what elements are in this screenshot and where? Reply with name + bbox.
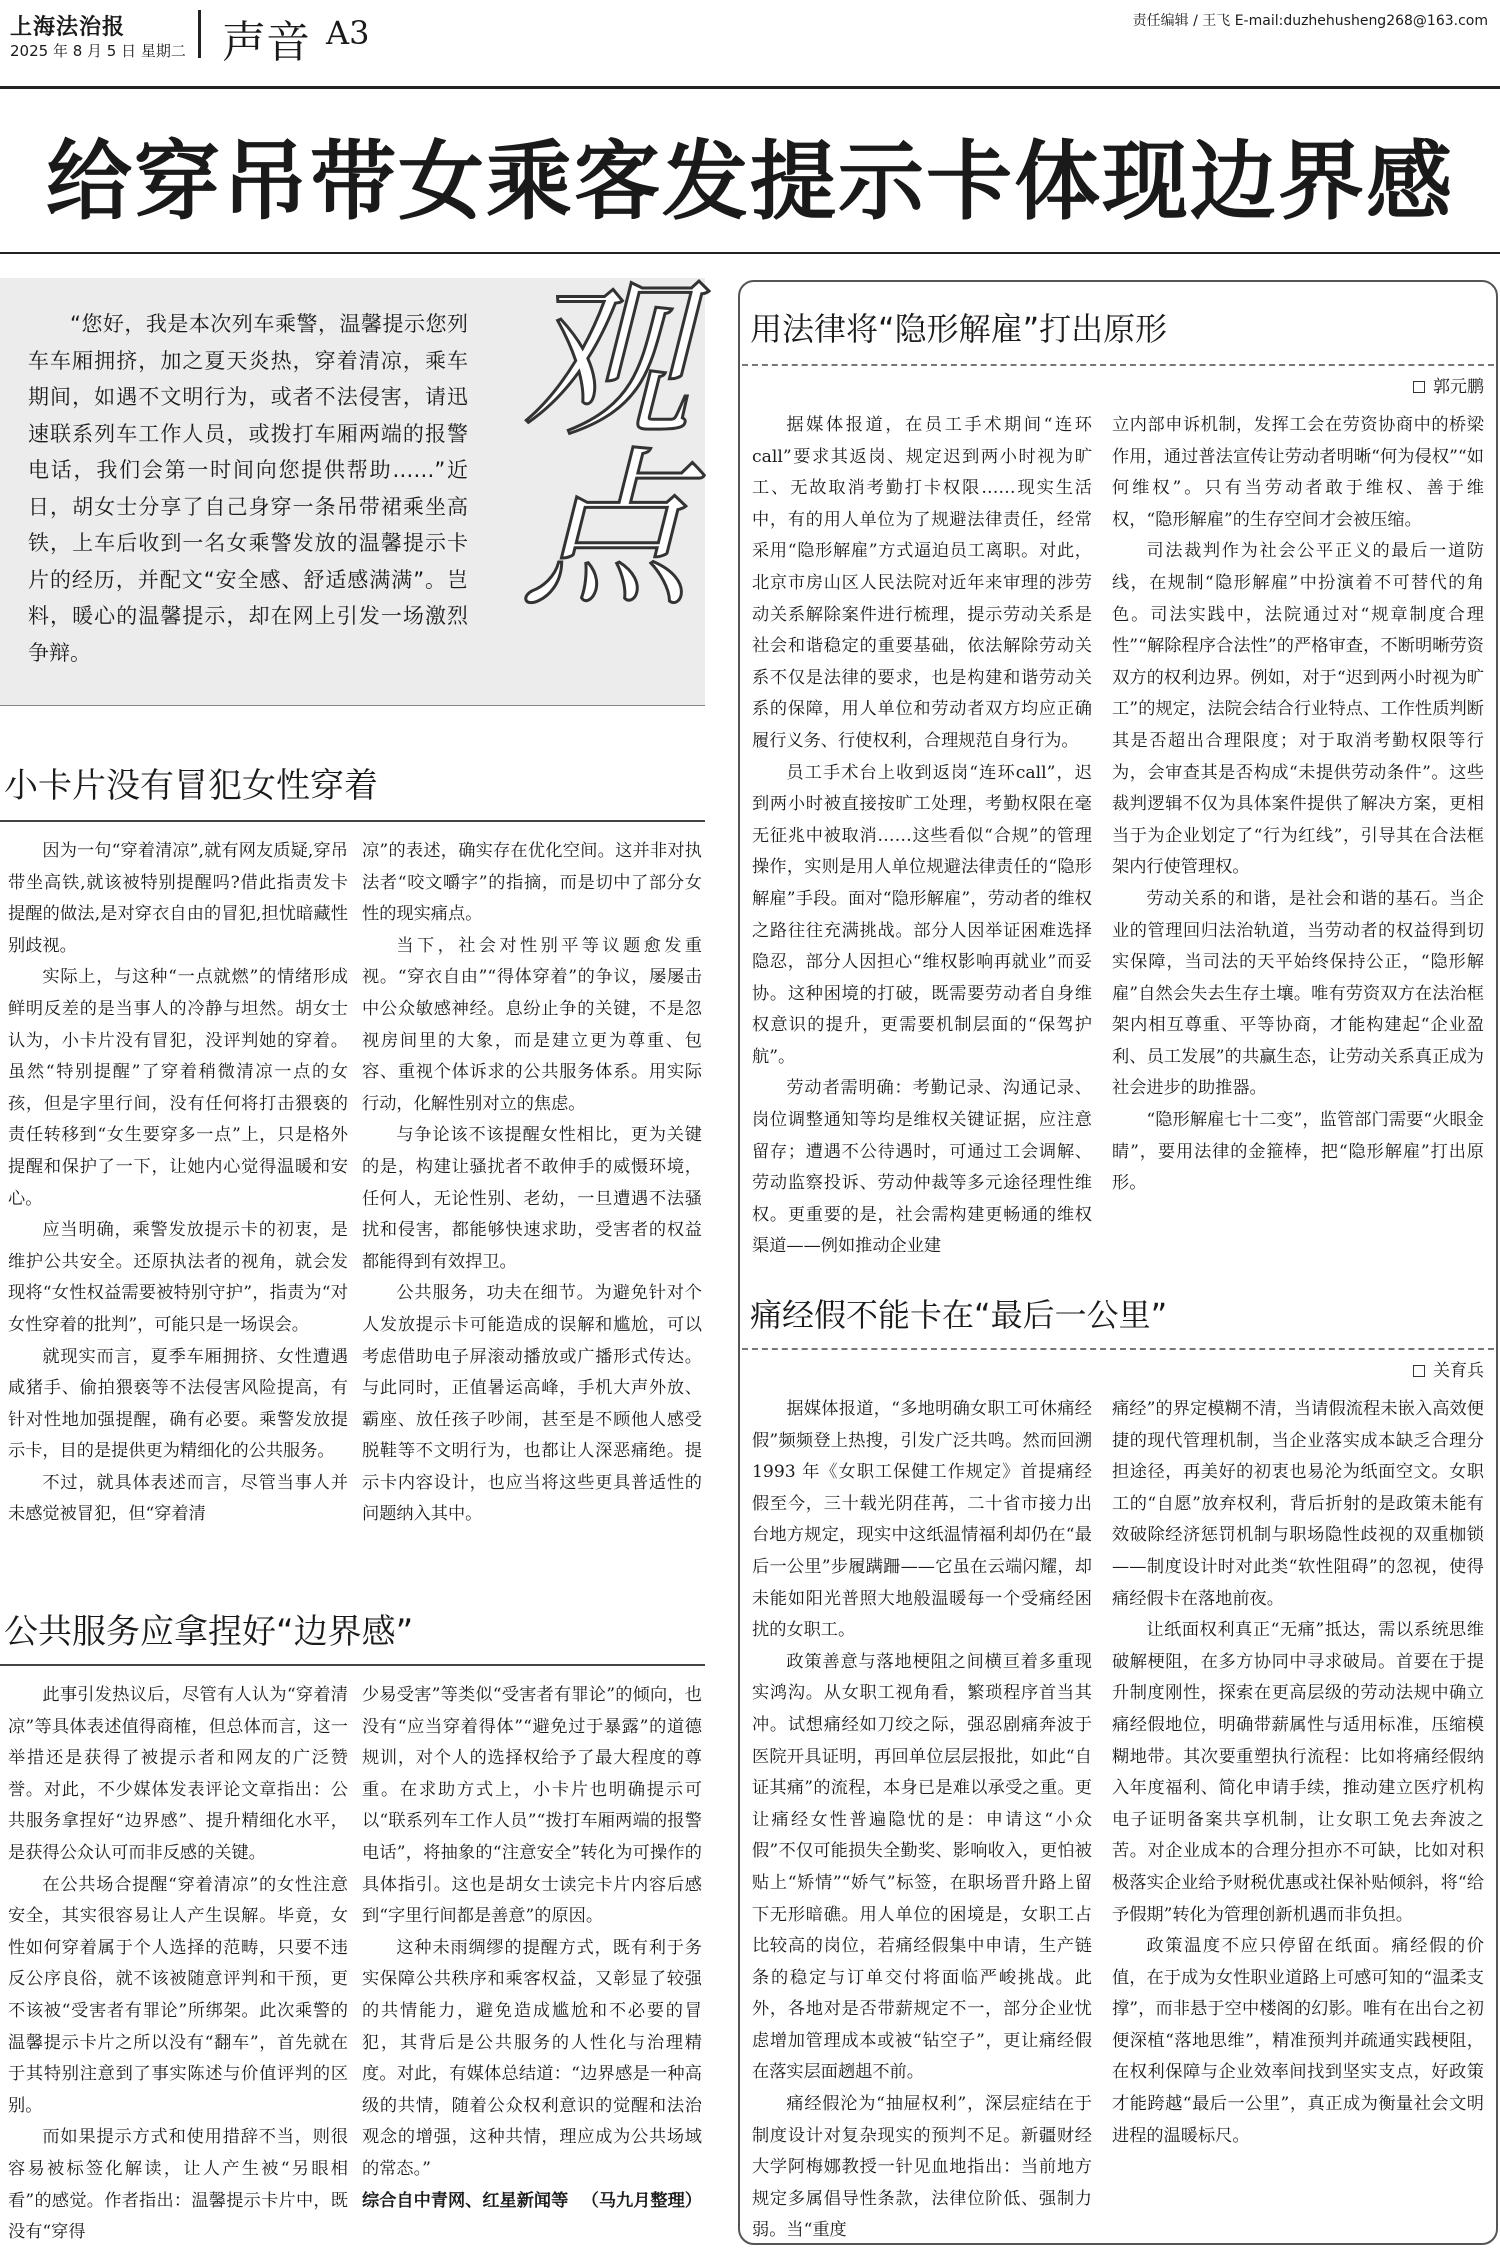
square-bullet-icon [1413, 1365, 1425, 1377]
section1-title: 小卡片没有冒犯女性穿着 [4, 766, 378, 806]
paragraph: 应当明确，乘警发放提示卡的初衷，是维护公共安全。还原执法者的视角，就会发现将“女性权益需要被特别守护”，指责为“对女性穿着的批判”，可能只是一场误会。 [8, 1220, 348, 1335]
paragraph: 不过，就具体表述而言，尽管当事人并未感觉被冒犯，但“穿着清 [8, 1472, 348, 1525]
paragraph: 这种未雨绸缪的提醒方式，既有利于务实保障公共秩序和乘客权益，又彰显了较强的共情能力，避免造成尴尬和不必要的冒犯，其背后是公共服务的人性化与治理精度。对此，有媒体总结道：“边界感是一种高级的共情，随着公众权利意识的觉醒和法治观念的增强，这种共情，理应成为公共场域的常态。” [362, 1937, 702, 2179]
paragraph: 政策温度不应只停留在纸面。痛经假的价值，在于成为女性职业道路上可感可知的“温柔支撑”，而非悬于空中楼阁的幻影。唯有在出台之初便深植“落地思维”，精准预判并疏通实践梗阻，在权利保障与企业效率间找到坚实支点，好政策才能跨越“最后一公里”，真正成为衡量社会文明进程的温暖标尺。 [1112, 1936, 1484, 2146]
section2-col1 [8, 1680, 348, 2249]
page-number: A3 [326, 14, 370, 52]
section-name: 声音 [222, 17, 310, 68]
section1-col2 [362, 836, 702, 1531]
editor-info: 责任编辑 / 王飞 E-mail:duzhehusheng268@163.com [1132, 13, 1488, 29]
section2-col2 [362, 1680, 702, 2217]
article2-rule [742, 1348, 1494, 1350]
paragraph: 痛经假沦为“抽屉权利”，深层症结在于制度设计对复杂现实的预判不足。新疆财经大学阿梅娜教授一针见血地指出：当前地方规定多属倡导性条款，法律位阶低、强制力弱。当“重度 [752, 2094, 1092, 2241]
issue-date: 2025 年 8 月 5 日 星期二 [10, 42, 186, 60]
section1-col1 [8, 836, 348, 1531]
paragraph: 员工手术台上收到返岗“连环call”，迟到两小时被直接按旷工处理，考勤权限在毫无征兆中被取消……这些看似“合规”的管理操作，实则是用人单位规避法律责任的“隐形解雇”手段。面对“隐形解雇”，劳动者的维权之路往往充满挑战。部分人因举证困难选择隐忍，部分人因担心“维权影响再就业”而妥协。这种困境的打破，既需要劳动者自身维权意识的提升，更需要机制层面的“保驾护航”。 [752, 762, 1092, 1067]
paragraph: 据媒体报道，“多地明确女职工可休痛经假”频频登上热搜，引发广泛共鸣。然而回溯 1993 年《女职工保健工作规定》首提痛经假至今，三十载光阴荏苒，二十省市接力出台地方规定，现实中这纸温情福利却仍在“最后一公里”步履蹒跚——它虽在云端闪耀，却未能如阳光普照大地般温暖每一个受痛经困扰的女职工。 [752, 1399, 1092, 1641]
signoff-source: 综合自中青网、红星新闻等 [362, 2190, 569, 2211]
paragraph: 实际上，与这种“一点就燃”的情绪形成鲜明反差的是当事人的冷静与坦然。胡女士认为，小卡片没有冒犯，没评判她的穿着。虽然“特别提醒”了穿着稍微清凉一点的女孩，但是字里行间，没有任何将打击猥亵的责任转移到“女生要穿多一点”上，只是格外提醒和保护了一下，让她内心觉得温暖和安心。 [8, 967, 348, 1209]
paragraph: 立内部申诉机制，发挥工会在劳资协商中的桥梁作用，通过普法宣传让劳动者明晰“何为侵权”“如何维权”。只有当劳动者敢于维权、善于维权，“隐形解雇”的生存空间才会被压缩。 [1112, 415, 1484, 530]
headline-rule [0, 252, 1500, 254]
column-label-calligraphy: 观点 [491, 270, 689, 610]
paragraph: 痛经”的界定模糊不清，当请假流程未嵌入高效便捷的现代管理机制，当企业落实成本缺乏合理分担途径，再美好的初衷也易沦为纸面空文。女职工的“自愿”放弃权利，背后折射的是政策未能有效破除经济惩罚机制与职场隐性歧视的双重枷锁——制度设计时对此类“软性阻碍”的忽视，使得痛经假卡在落地前夜。 [1112, 1399, 1484, 1609]
article1-col1 [752, 410, 1092, 1263]
paragraph: 劳动者需明确：考勤记录、沟通记录、岗位调整通知等均是维权关键证据，应注意留存；遭遇不公待遇时，可通过工会调解、劳动监察投诉、劳动仲裁等多元途径理性维权。更重要的是，社会需构建更畅通的维权渠道——例如推动企业建 [752, 1078, 1092, 1257]
article2-title: 痛经假不能卡在“最后一公里” [750, 1296, 1168, 1334]
article1-rule [742, 364, 1494, 366]
paragraph: 与争论该不该提醒女性相比，更为关键的是，构建让骚扰者不敢伸手的威慑环境，任何人，无论性别、老幼，一旦遭遇不法骚扰和侵害，都能够快速求助，受害者的权益都能得到有效捍卫。 [362, 1125, 702, 1272]
paragraph: 在公共场合提醒“穿着清凉”的女性注意安全，其实很容易让人产生误解。毕竟，女性如何穿着属于个人选择的范畴，只要不违反公序良俗，就不该被随意评判和干预，更不该被“受害者有罪论”所绑架。此次乘警的温馨提示卡片之所以没有“翻车”，首先就在于其特别注意到了事实陈述与价值评判的区别。 [8, 1874, 348, 2116]
paragraph: 此事引发热议后，尽管有人认为“穿着清凉”等具体表述值得商榷，但总体而言，这一举措还是获得了被提示者和网友的广泛赞誉。对此，不少媒体发表评论文章指出：公共服务拿捏好“边界感”、提升精细化水平，是获得公众认可而非反感的关键。 [8, 1685, 348, 1863]
paragraph: 劳动关系的和谐，是社会和谐的基石。当企业的管理回归法治轨道，当劳动者的权益得到切实保障，当司法的天平始终保持公正，“隐形解雇”自然会失去生存土壤。唯有劳资双方在法治框架内相互尊重、平等协商，才能构建起“企业盈利、员工发展”的共赢生态，让劳动关系真正成为社会进步的助推器。 [1112, 888, 1484, 1099]
section2-rule [0, 1664, 705, 1666]
article2-byline [1413, 1356, 1484, 1381]
paragraph: 司法裁判作为社会公平正义的最后一道防线，在规制“隐形解雇”中扮演着不可替代的角色。司法实践中，法院通过对“规章制度合理性”“解除程序合法性”的严格审查，不断明晰劳资双方的权利边界。例如，对于“迟到两小时视为旷工”的规定，法院会结合行业特点、工作性质判断其是否超出合理限度；对于取消考勤权限等行为，会审查其是否构成“未提供劳动条件”。这些裁判逻辑不仅为具体案件提供了解决方案，更相当于为企业划定了“行为红线”，引导其在合法框架内行使管理权。 [1112, 541, 1484, 878]
article2-author: 关育兵 [1433, 1361, 1484, 1381]
paragraph: 让纸面权利真正“无痛”抵达，需以系统思维破解梗阻，在多方协同中寻求破局。首要在于提升制度刚性，探索在更高层级的劳动法规中确立痛经假地位，明确带薪属性与适用标准，压缩模糊地带。其次要重塑执行流程：比如将痛经假纳入年度福利、简化申请手续，推动建立医疗机构电子证明备案共享机制，让女职工免去奔波之苦。对企业成本的合理分担亦不可缺，比如对积极落实企业给予财税优惠或社保补贴倾斜，将“给予假期”转化为管理创新机遇而非负担。 [1112, 1620, 1484, 1925]
page-headline: 给穿吊带女乘客发提示卡体现边界感 [46, 132, 1454, 232]
article2-col1 [752, 1394, 1092, 2247]
paragraph: 少易受害”等类似“受害者有罪论”的倾向，也没有“应当穿着得体”“避免过于暴露”的道德规训，对个人的选择权给予了最大程度的尊重。在求助方式上，小卡片也明确提示可以“联系列车工作人员”“拨打车厢两端的报警电话”，将抽象的“注意安全”转化为可操作的具体指引。这也是胡女士读完卡片内容后感到“字里行间都是善意”的原因。 [362, 1685, 702, 1927]
article1-byline [1413, 372, 1484, 397]
paragraph: 当下，社会对性别平等议题愈发重视。“穿衣自由”“得体穿着”的争议，屡屡击中公众敏感神经。息纷止争的关键，不是忽视房间里的大象，而是建立更为尊重、包容、重视个体诉求的公共服务体系。用实际行动，化解性别对立的焦虑。 [362, 935, 702, 1114]
article1-col2 [1112, 410, 1484, 1200]
paragraph: “隐形解雇七十二变”，监管部门需要“火眼金睛”，要用法律的金箍棒，把“隐形解雇”打出原形。 [1112, 1110, 1484, 1194]
article2-col2 [1112, 1394, 1484, 2152]
paragraph: 因为一句“穿着清凉”,就有网友质疑,穿吊带坐高铁,就该被特别提醒吗?借此指责发卡提醒的做法,是对穿衣自由的冒犯,担忧暗藏性别歧视。 [8, 841, 348, 956]
paragraph: 而如果提示方式和使用措辞不当，则很容易被标签化解读，让人产生被“另眼相看”的感觉。作者指出：温馨提示卡片中，既没有“穿得 [8, 2127, 348, 2243]
square-bullet-icon [1413, 381, 1425, 393]
paragraph: 就现实而言，夏季车厢拥挤、女性遭遇咸猪手、偷拍猥亵等不法侵害风险提高，有针对性地加强提醒，确有必要。乘警发放提示卡，目的是提供更为精细化的公共服务。 [8, 1346, 348, 1462]
article1-title: 用法律将“隐形解雇”打出原形 [750, 310, 1168, 348]
paragraph: 凉”的表述，确实存在优化空间。这并非对执法者“咬文嚼字”的指摘，而是切中了部分女性的现实痛点。 [362, 841, 702, 925]
paragraph: 据媒体报道，在员工手术期间“连环call”要求其返岗、规定迟到两小时视为旷工、无故取消考勤打卡权限……现实生活中，有的用人单位为了规避法律责任，经常采用“隐形解雇”方式逼迫员工离职。对此，北京市房山区人民法院对近年来审理的涉劳动关系解除案件进行梳理，提示劳动关系是社会和谐稳定的重要基础，依法解除劳动关系不仅是法律的要求，也是构建和谐劳动关系的保障，用人单位和劳动者双方均应正确履行义务、行使权利，合理规范自身行为。 [752, 415, 1092, 751]
header-rule [0, 86, 1500, 89]
section1-rule [0, 820, 705, 822]
intro-text: “您好，我是本次列车乘警，温馨提示您列车车厢拥挤，加之夏天炎热，穿着清凉，乘车期间，如遇不文明行为，或者不法侵害，请迅速联系列车工作人员，或拨打车厢两端的报警电话，我们会第一时间向您提供帮助……”近日，胡女士分享了自己身穿一条吊带裙乘坐高铁，上车后收到一名女乘警发放的温馨提示卡片的经历，并配文“安全感、舒适感满满”。岂料，暖心的温馨提示，却在网上引发一场激烈争辩。 [28, 312, 468, 665]
paragraph: 公共服务，功夫在细节。为避免针对个人发放提示卡可能造成的误解和尴尬，可以考虑借助电子屏滚动播放或广播形式传达。与此同时，正值暑运高峰，手机大声外放、霸座、放任孩子吵闹，甚至是不顾他人感受脱鞋等不文明行为，也都让人深恶痛绝。提示卡内容设计，也应当将这些更具普适性的问题纳入其中。 [362, 1283, 702, 1525]
section2-title: 公共服务应拿捏好“边界感” [4, 1612, 414, 1652]
newspaper-logo: 上海法治报 [10, 14, 126, 40]
header-divider [198, 10, 201, 58]
signoff-compiler: （马九月整理） [581, 2190, 702, 2211]
paragraph: 政策善意与落地梗阻之间横亘着多重现实鸿沟。从女职工视角看，繁琐程序首当其冲。试想痛经如刀绞之际，强忍剧痛奔波于医院开具证明，再回单位层层报批，如此“自证其痛”的流程，本身已是难以承受之重。更让痛经女性普遍隐忧的是：申请这“小众假”不仅可能损失全勤奖、影响收入，更怕被贴上“矫情”“娇气”标签，在职场晋升路上留下无形暗礁。用人单位的困境是，女职工占比较高的岗位，若痛经假集中申请，生产链条的稳定与订单交付将面临严峻挑战。此外，各地对是否带薪规定不一，部分企业忧虑增加管理成本或被“钻空子”，更让痛经假在落实层面趔趄不前。 [752, 1651, 1092, 2083]
article1-author: 郭元鹏 [1433, 377, 1484, 397]
